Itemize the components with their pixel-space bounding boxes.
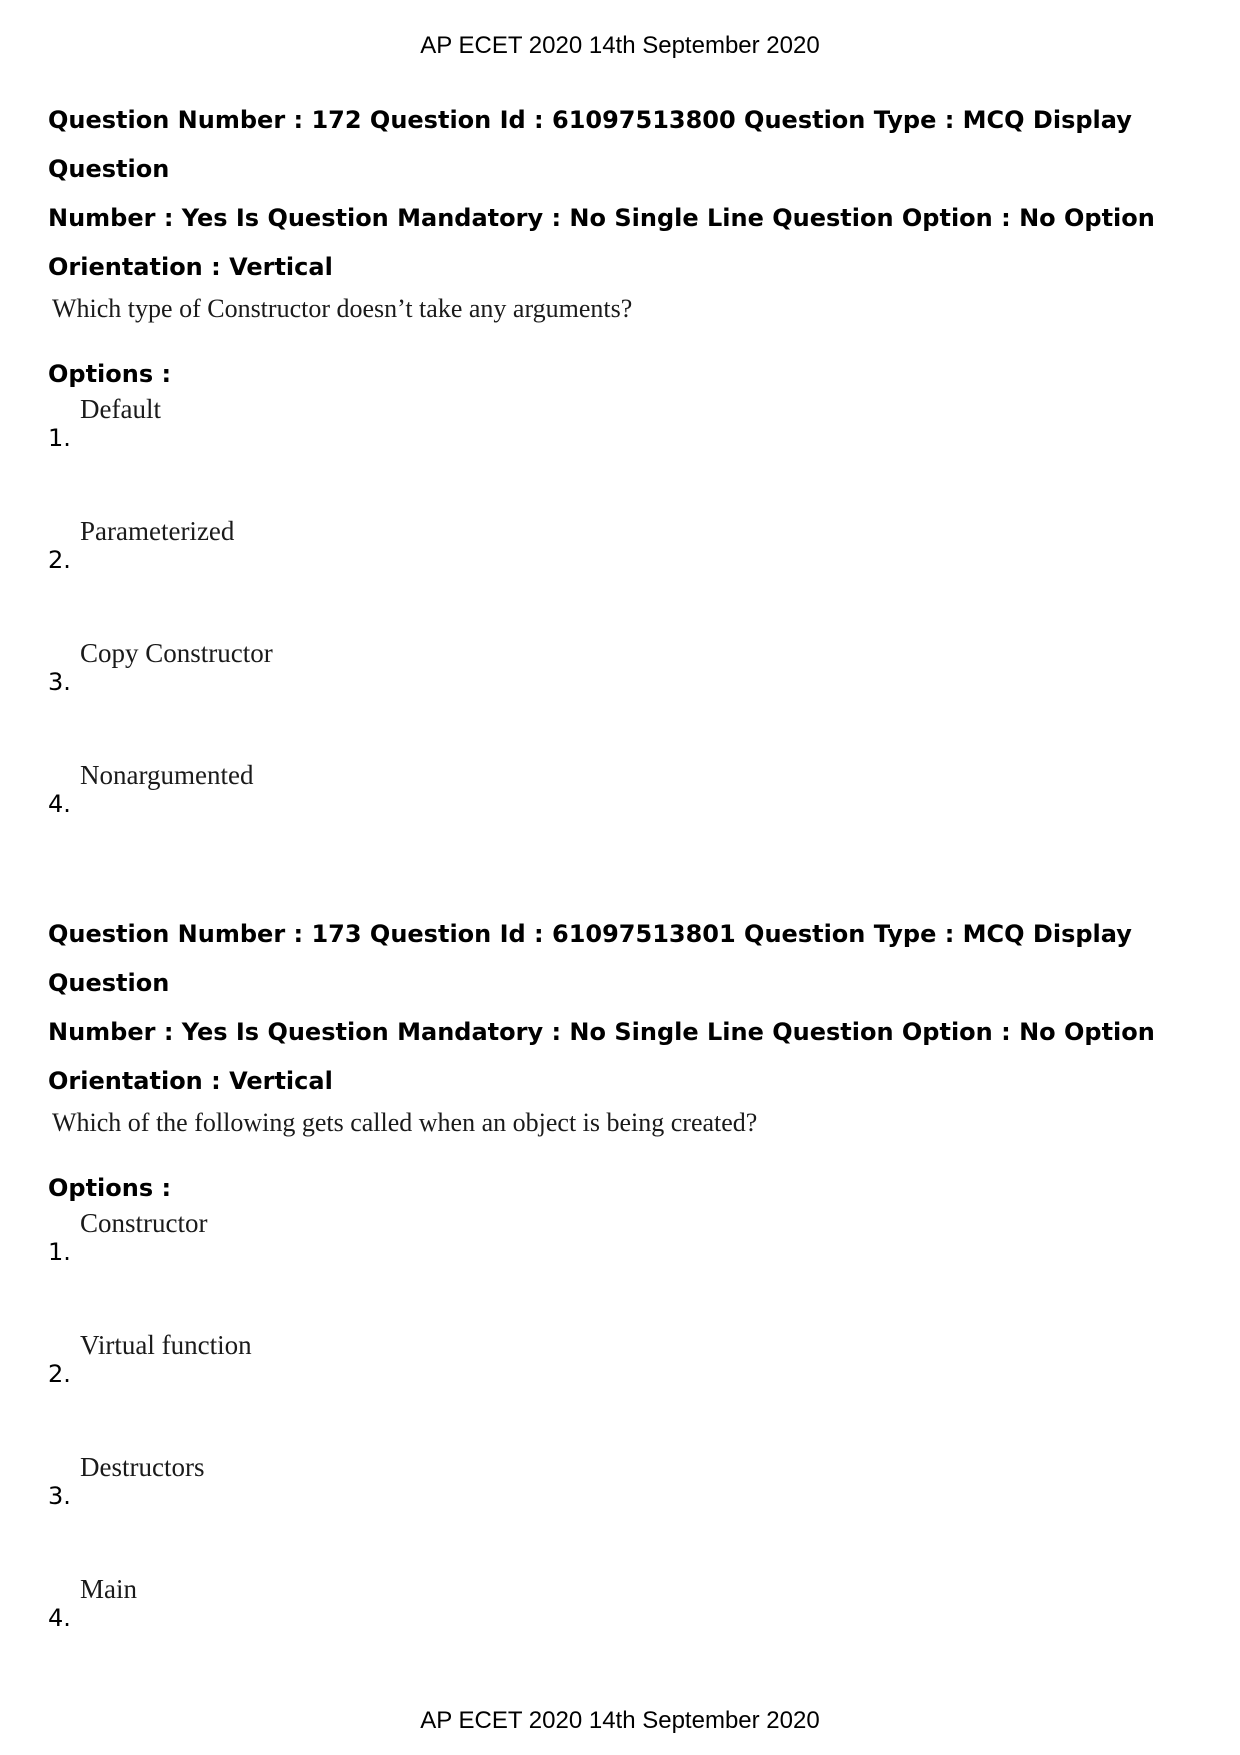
option-text: Virtual function — [80, 1330, 252, 1360]
option-number: 3. — [48, 1482, 71, 1510]
option-text: Constructor — [80, 1208, 208, 1238]
option-text: Nonargumented — [80, 760, 254, 790]
option-item — [48, 1452, 1208, 1574]
option-number: 1. — [48, 1238, 71, 1266]
option-item — [48, 516, 1208, 638]
question-text: Which of the following gets called when an object is being created? — [52, 1108, 758, 1137]
option-item — [48, 760, 1208, 882]
options-label: Options : — [48, 1174, 172, 1202]
question-meta-line: Orientation : Vertical — [48, 1067, 333, 1095]
question-block — [48, 96, 1208, 882]
question-meta-line: Number : Yes Is Question Mandatory : No Single Line Question Option : No Option — [48, 204, 1155, 232]
option-number: 1. — [48, 424, 71, 452]
option-item — [48, 1330, 1208, 1452]
option-number: 4. — [48, 790, 71, 818]
question-meta-line: Question Number : 172 Question Id : 61097513800 Question Type : MCQ Display Question — [48, 106, 1132, 183]
question-block — [48, 910, 1208, 1696]
option-text: Default — [80, 394, 161, 424]
question-meta-line: Orientation : Vertical — [48, 253, 333, 281]
question-meta-line: Number : Yes Is Question Mandatory : No Single Line Question Option : No Option — [48, 1018, 1155, 1046]
option-item — [48, 638, 1208, 760]
option-text: Main — [80, 1574, 137, 1604]
options-label: Options : — [48, 360, 172, 388]
option-item — [48, 394, 1208, 516]
option-number: 2. — [48, 546, 71, 574]
page-header: AP ECET 2020 14th September 2020 — [420, 32, 820, 59]
option-text: Copy Constructor — [80, 638, 273, 668]
page-footer: AP ECET 2020 14th September 2020 — [420, 1707, 820, 1734]
question-text: Which type of Constructor doesn’t take any arguments? — [52, 294, 633, 323]
option-number: 2. — [48, 1360, 71, 1388]
option-item — [48, 1208, 1208, 1330]
option-item — [48, 1574, 1208, 1696]
option-number: 3. — [48, 668, 71, 696]
option-text: Parameterized — [80, 516, 235, 546]
option-text: Destructors — [80, 1452, 205, 1482]
question-meta-line: Question Number : 173 Question Id : 61097513801 Question Type : MCQ Display Question — [48, 920, 1132, 997]
option-number: 4. — [48, 1604, 71, 1632]
